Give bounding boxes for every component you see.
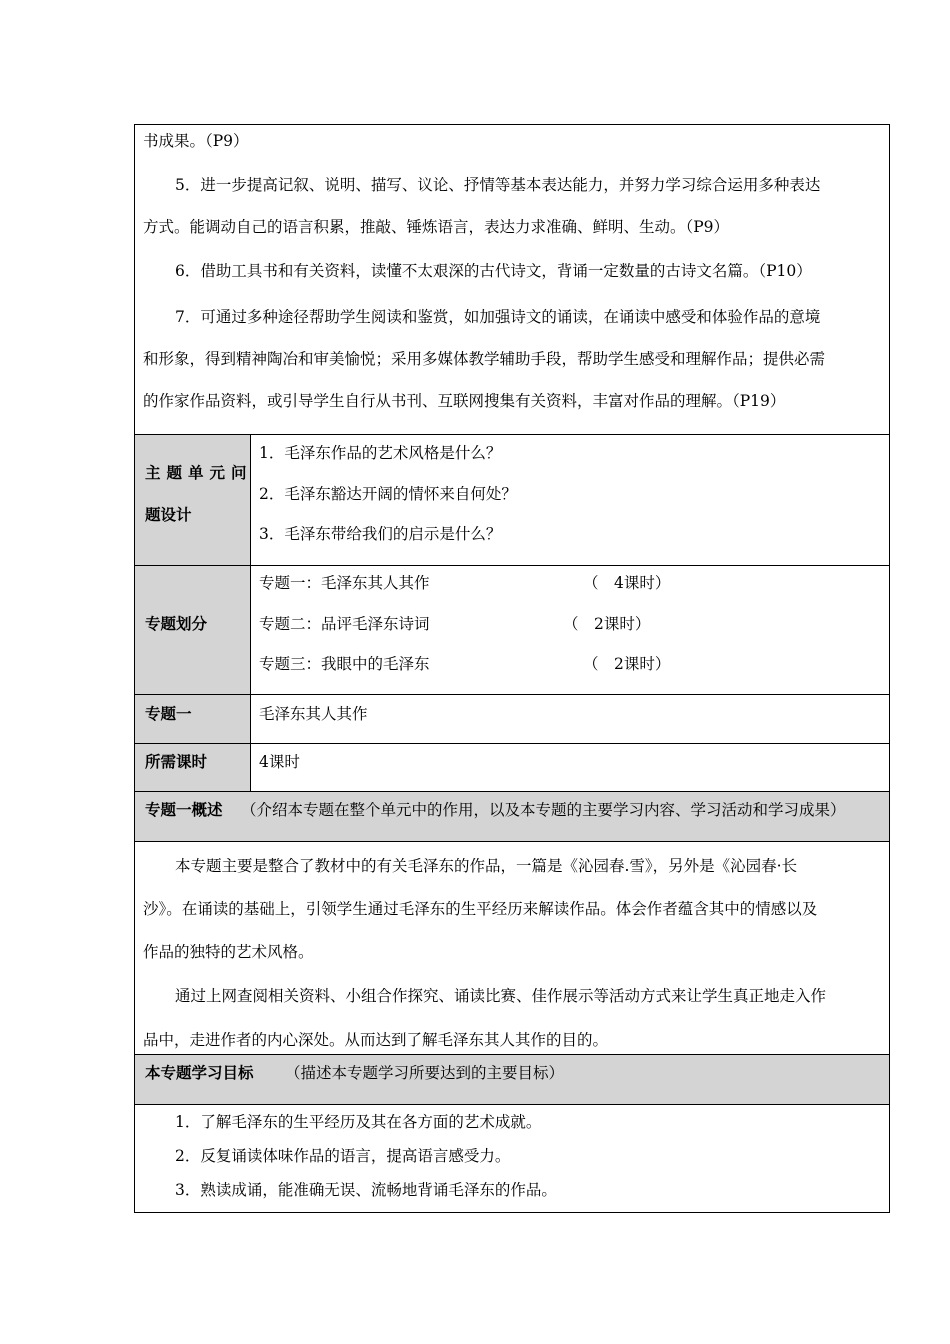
required-hours-row (135, 743, 889, 791)
standards-line: 6．借助工具书和有关资料，读懂不太艰深的古代诗文，背诵一定数量的古诗文名篇。（P10） (175, 262, 812, 280)
question-item: 3．毛泽东带给我们的启示是什么？ (259, 525, 502, 543)
topic-division-row (135, 565, 889, 694)
topic-division-content (251, 566, 889, 694)
topic-hours: （ 2课时） (563, 615, 651, 633)
topic-one-label-cell (135, 695, 251, 743)
topic-name: 专题一：毛泽东其人其作 (259, 574, 430, 592)
topic-hours: （ 2课时） (583, 655, 671, 673)
required-hours-value: 4课时 (259, 753, 300, 771)
goals-body (135, 1104, 889, 1212)
topic-division-label-cell (135, 566, 251, 694)
goals-title: 本专题学习目标 (145, 1064, 254, 1082)
overview-note: （介绍本专题在整个单元中的作用，以及本专题的主要学习内容、学习活动和学习成果） (241, 801, 846, 819)
overview-line: 品中，走进作者的内心深处。从而达到了解毛泽东其人其作的目的。 (143, 1031, 609, 1049)
question-design-row (135, 434, 889, 565)
question-design-label: 题设计 (145, 506, 192, 524)
standards-line: 和形象，得到精神陶冶和审美愉悦；采用多媒体教学辅助手段，帮助学生感受和理解作品；提供必需 (143, 350, 826, 368)
topic-name: 专题三：我眼中的毛泽东 (259, 655, 430, 673)
overview-line: 通过上网查阅相关资料、小组合作探究、诵读比赛、佳作展示等活动方式来让学生真正地走入作 (175, 987, 827, 1005)
question-design-label: 主题单元问 (145, 464, 253, 482)
overview-line: 作品的独特的艺术风格。 (143, 943, 314, 961)
goal-item: 1．了解毛泽东的生平经历及其在各方面的艺术成就。 (175, 1113, 542, 1131)
standards-section (135, 125, 889, 434)
goal-item: 3．熟读成诵，能准确无误、流畅地背诵毛泽东的作品。 (175, 1181, 557, 1199)
required-hours-content (251, 744, 889, 791)
required-hours-label: 所需课时 (145, 753, 208, 771)
goal-item: 2．反复诵读体味作品的语言，提高语言感受力。 (175, 1147, 511, 1165)
topic-division-label: 专题划分 (145, 615, 208, 633)
question-design-label-cell (135, 435, 251, 565)
question-item: 1．毛泽东作品的艺术风格是什么？ (259, 444, 502, 462)
overview-line: 沙》。在诵读的基础上，引领学生通过毛泽东的生平经历来解读作品。体会作者蕴含其中的情感以及 (143, 900, 818, 918)
overview-body (135, 841, 889, 1054)
goals-note: （描述本专题学习所要达到的主要目标） (285, 1064, 565, 1082)
overview-title: 专题一概述 (145, 801, 223, 819)
topic-one-label: 专题一 (145, 705, 192, 723)
standards-line: 5．进一步提高记叙、说明、描写、议论、抒情等基本表达能力，并努力学习综合运用多种表达 (175, 176, 821, 194)
standards-line: 7．可通过多种途径帮助学生阅读和鉴赏，如加强诗文的诵读，在诵读中感受和体验作品的意境 (175, 308, 821, 326)
goals-header (135, 1054, 889, 1104)
topic-name: 专题二：品评毛泽东诗词 (259, 615, 430, 633)
topic-one-content (251, 695, 889, 743)
overview-header (135, 791, 889, 841)
standards-line: 书成果。（P9） (143, 132, 249, 150)
standards-line: 的作家作品资料，或引导学生自行从书刊、互联网搜集有关资料，丰富对作品的理解。（P19） (143, 392, 786, 410)
question-design-content (251, 435, 889, 565)
standards-line: 方式。能调动自己的语言积累，推敲、锤炼语言，表达力求准确、鲜明、生动。（P9） (143, 218, 730, 236)
question-item: 2．毛泽东豁达开阔的情怀来自何处？ (259, 485, 517, 503)
topic-hours: （ 4课时） (583, 574, 671, 592)
required-hours-label-cell (135, 744, 251, 791)
lesson-plan-table (134, 124, 890, 1213)
overview-line: 本专题主要是整合了教材中的有关毛泽东的作品，一篇是《沁园春.雪》，另外是《沁园春·长 (175, 857, 798, 875)
topic-one-row (135, 694, 889, 743)
topic-one-value: 毛泽东其人其作 (259, 705, 368, 723)
